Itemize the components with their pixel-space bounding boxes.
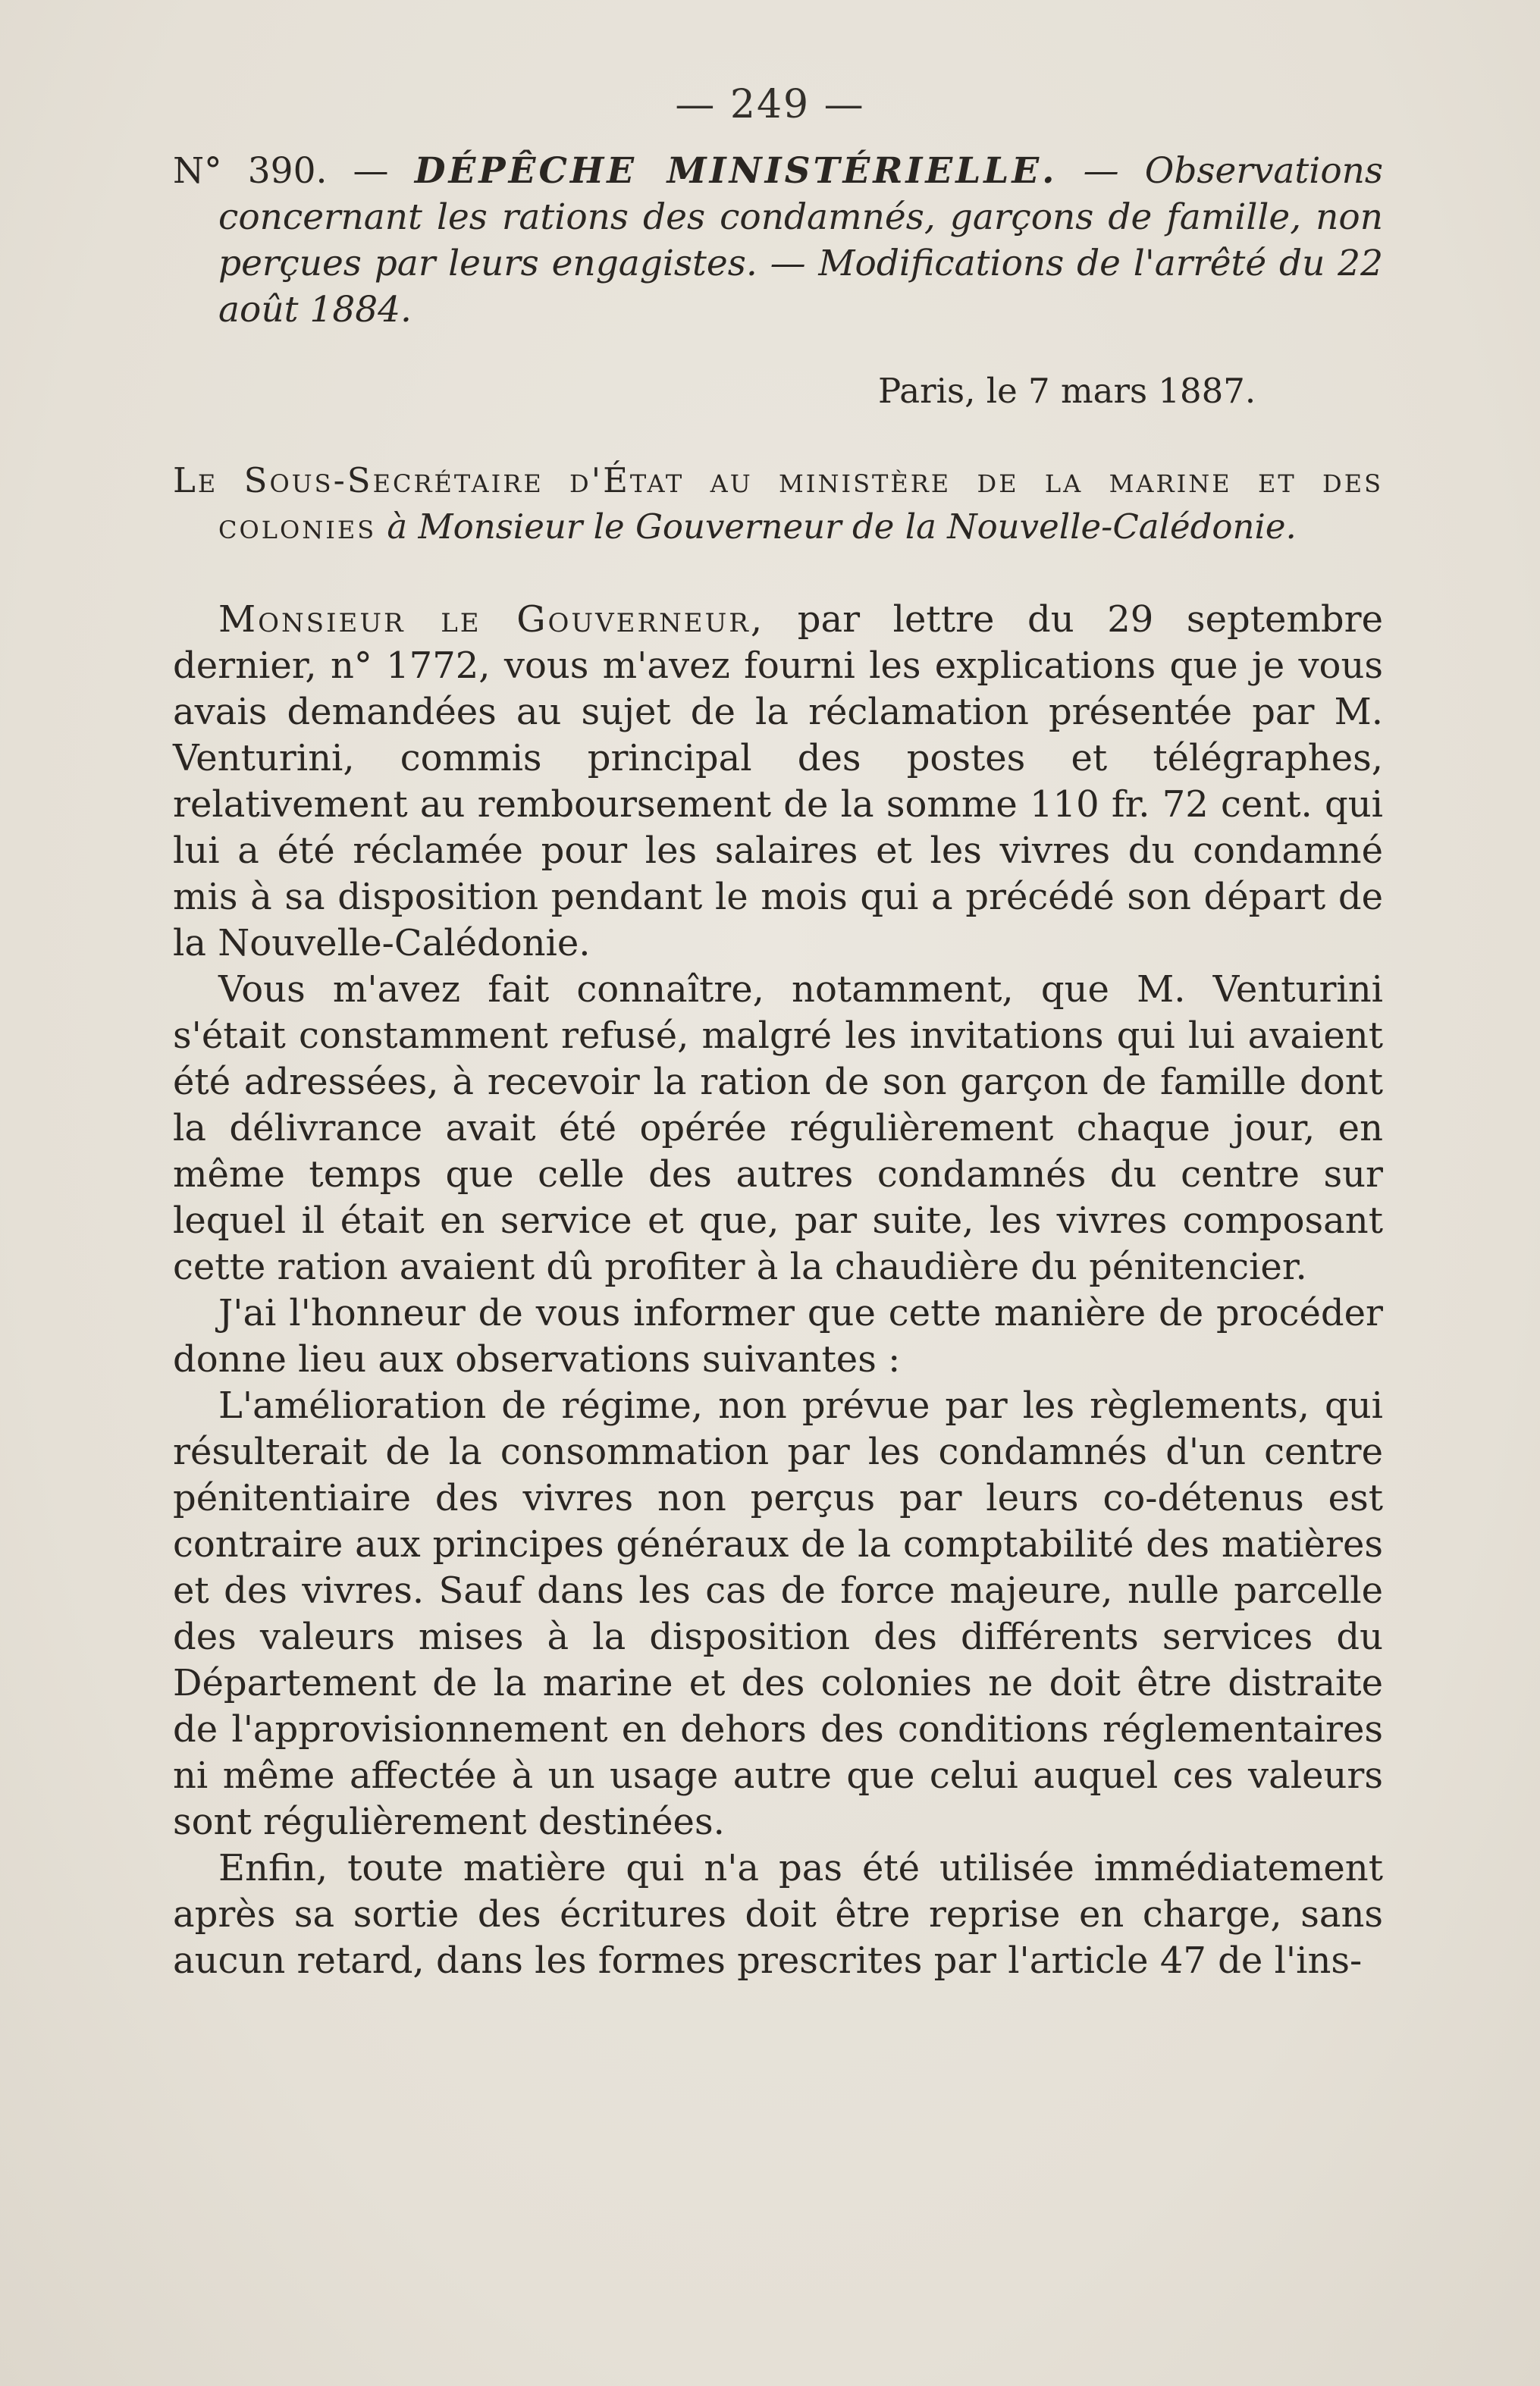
dateline: Paris, le 7 mars 1887. <box>878 371 1256 411</box>
paragraph-3: J'ai l'honneur de vous informer que cette manière de procéder donne lieu aux observations suivantes : <box>173 1292 1383 1381</box>
address-line <box>173 457 1383 550</box>
recipient: à Monsieur le Gouverneur de la Nouvelle-Calédonie. <box>376 506 1297 547</box>
document-heading <box>173 148 1383 333</box>
paragraph-4: L'amélioration de régime, non prévue par les règlements, qui résulterait de la consommation par les condamnés d'un centre pénitentiaire des vivres non perçus par leurs co-détenus est contraire aux principes généraux de la comptabilité des matières et des vivres. Sauf dans les cas de force majeure, nulle parcelle des valeurs mises à la disposition des différents services du Département de la marine et des colonies ne doit être distraite de l'approvisionnement en dehors des conditions réglementaires ni même affectée à un usage autre que celui auquel ces valeurs sont régulièrement destinées. <box>173 1384 1383 1843</box>
salutation: Monsieur le Gouverneur, <box>218 598 765 641</box>
document-subject: — Observations concernant les rations des condamnés, garçons de famille, non perçues par leurs engagistes. — Modifications de l'arrêté du 22 août 1884. <box>218 150 1383 331</box>
sender: Le Sous-Secrétaire d'État au ministère de la marine et des colonies <box>173 460 1383 547</box>
letter-body <box>173 597 1383 1984</box>
document-content <box>173 148 1383 1984</box>
paragraph-2: Vous m'avez fait connaître, notamment, que M. Venturini s'était constamment refusé, malgré les invitations qui lui avaient été adressées, à recevoir la ration de son garçon de famille dont la délivrance avait été opérée régulièrement chaque jour, en même temps que celle des autres condamnés du centre sur lequel il était en service et que, par suite, les vivres composant cette ration avaient dû profiter à la chaudière du pénitencier. <box>173 968 1383 1288</box>
document-title: DÉPÊCHE MINISTÉRIELLE. <box>414 150 1058 192</box>
paragraph-text: par lettre du 29 septembre dernier, n° 1772, vous m'avez fourni les explications que je vous avais demandées au sujet de la réclamation présentée par M. Venturini, commis principal des postes et télégraphes, relativement au remboursement de la somme 110 fr. 72 cent. qui lui a été réclamée pour les salaires et les vivres du condamné mis à sa disposition pendant le mois qui a précédé son départ de la Nouvelle-Calédonie. <box>173 598 1383 964</box>
document-number: N° 390. — <box>173 150 415 192</box>
paragraph-1 <box>173 597 1383 967</box>
paragraph-5: Enfin, toute matière qui n'a pas été utilisée immédiatement après sa sortie des écritures doit être reprise en charge, sans aucun retard, dans les formes prescrites par l'article 47 de l'ins- <box>173 1847 1383 1982</box>
page-number: — 249 — <box>675 82 865 127</box>
